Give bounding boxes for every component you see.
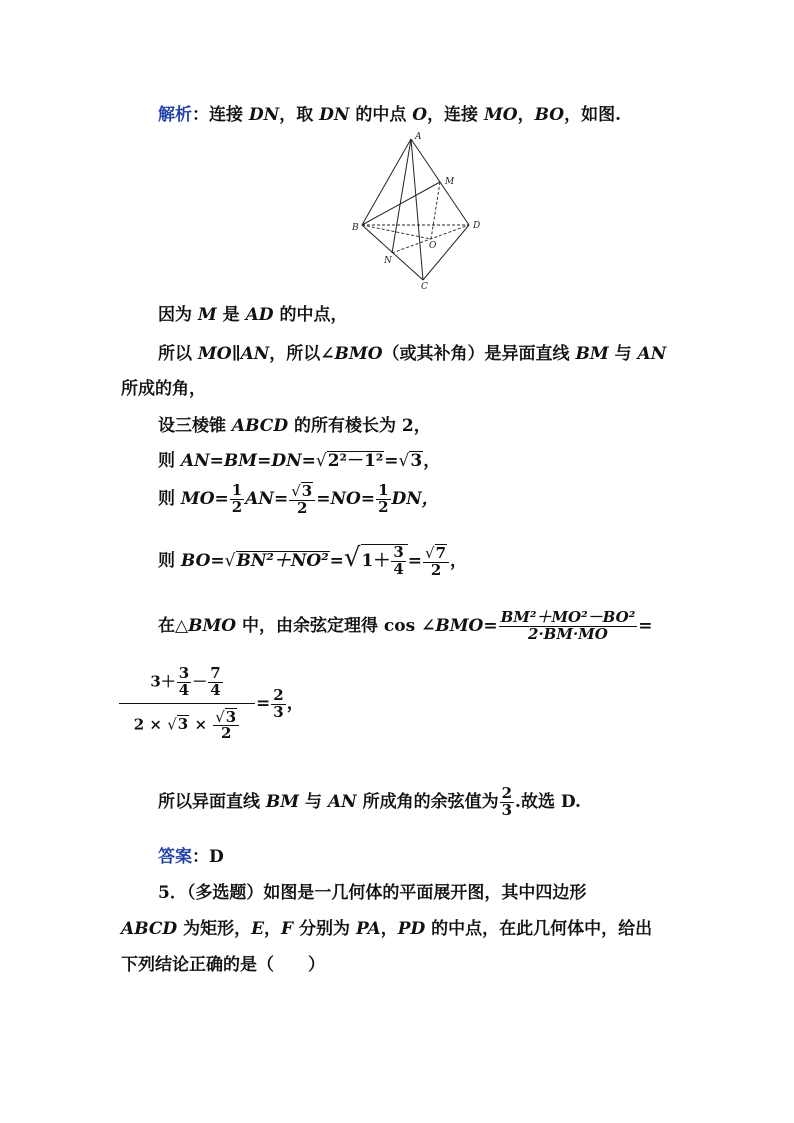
step-8: 3＋ $\frac{3}{4}$ － $\frac{7}{4}$ 2 × √3 × $\frac{√3}{2}$ = $\frac{2}{3}$ ， — [118, 666, 304, 742]
intro-line: 解析：连接 DN，取 DN 的中点 O，连接 MO，BO，如图. — [158, 105, 622, 125]
answer-line: 答案：D — [158, 847, 224, 867]
q5-line-2: ABCD 为矩形，E，F 分别为 PA，PD 的中点，在此几何体中，给出 — [121, 919, 653, 939]
step-9: 所以异面直线 BM 与 AN 所成角的余弦值为 $\frac{2}{3}$ .故选 D. — [158, 784, 581, 819]
label-A: A — [415, 132, 422, 142]
step-2b: 所成的角， — [121, 379, 206, 399]
step-2: 所以 MO∥AN，所以∠BMO（或其补角）是异面直线 BM 与 AN — [158, 344, 667, 364]
step-3: 设三棱锥 ABCD 的所有棱长为 2， — [158, 416, 431, 436]
step-7: 在△BMO 中，由余弦定理得 cos ∠BMO= $\frac{\text{BM²＋MO²－BO²}}{2\cdot BM\cdot MO}$ = — [158, 608, 653, 643]
step-1: 因为 M 是 AD 的中点， — [158, 305, 348, 325]
step-6: 则 BO=√BN²＋NO²=√1＋ $\frac{3}{4}$ = $\frac{√7}{2}$ ， — [158, 543, 468, 579]
label-N: N — [384, 256, 392, 266]
edge-AC — [411, 139, 423, 280]
label-M: M — [445, 177, 455, 187]
label-D: D — [473, 221, 481, 231]
answer-value: D — [209, 847, 224, 867]
step-5: 则 MO= $\frac{1}{2}$ AN= $\frac{√3}{2}$ =NO= $\frac{1}{2}$ DN， — [158, 481, 439, 517]
analysis-label: 解析 — [158, 105, 192, 125]
tetrahedron-figure — [345, 130, 495, 290]
q5-line-3: 下列结论正确的是（ ） — [121, 955, 325, 975]
step-4: 则 AN=BM=DN=√2²－1²=√3， — [158, 451, 441, 471]
label-C: C — [421, 282, 428, 290]
q5-line-1: 5．（多选题）如图是一几何体的平面展开图，其中四边形 — [158, 883, 587, 903]
answer-label: 答案 — [158, 847, 192, 867]
label-B: B — [352, 223, 359, 233]
label-O: O — [429, 241, 437, 251]
segment-MO — [431, 182, 440, 239]
